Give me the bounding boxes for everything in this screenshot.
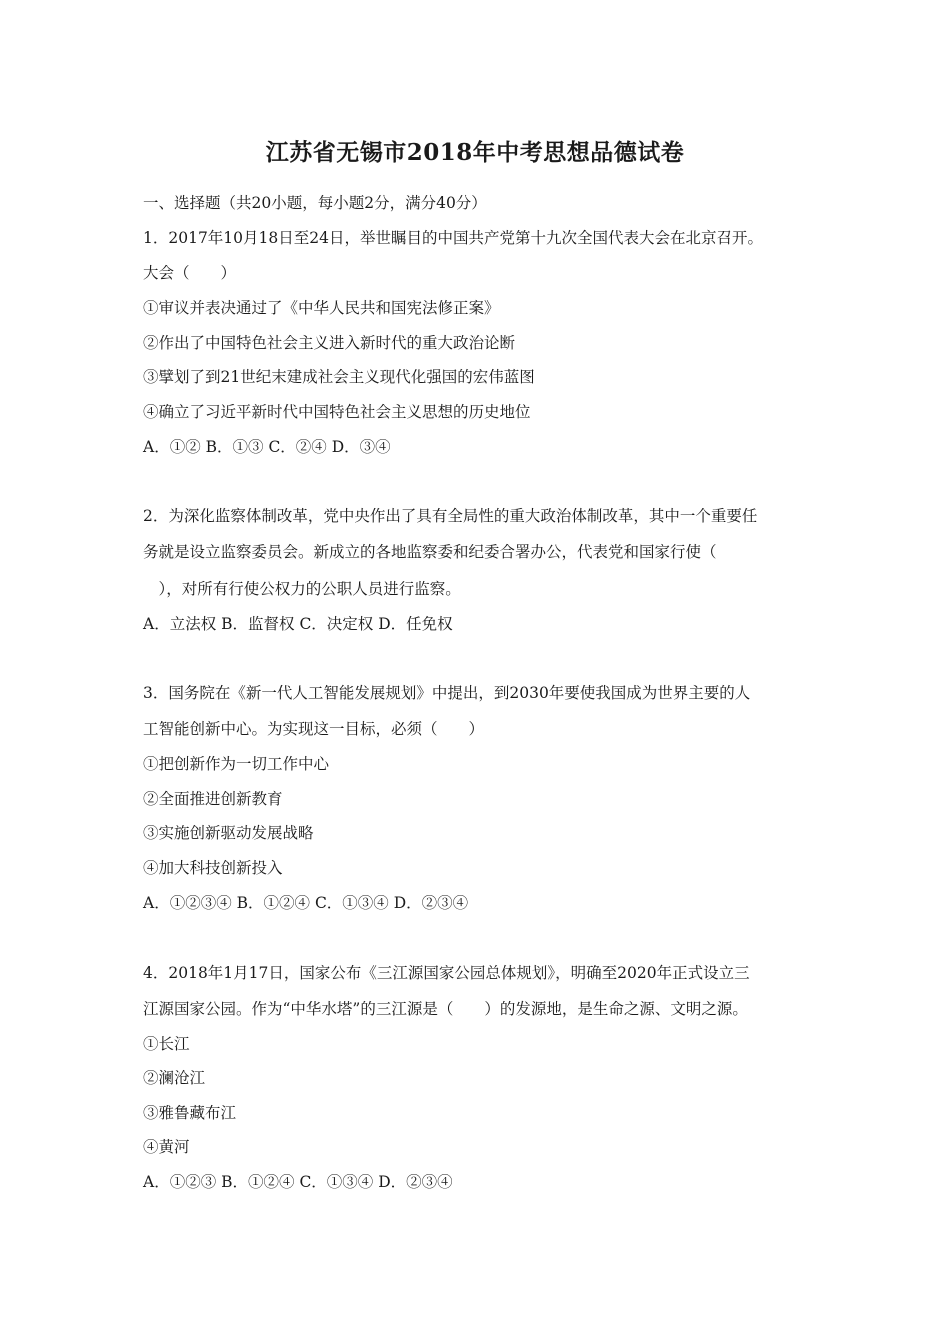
q3-item-1: ①把创新作为一切工作中心 <box>143 755 330 773</box>
q1-item-3: ③擘划了到21世纪末建成社会主义现代化强国的宏伟蓝图 <box>143 368 535 386</box>
q4-stem-line-2: 江源国家公园。作为“中华水塔”的三江源是（ ）的发源地，是生命之源、文明之源。 <box>143 1000 748 1018</box>
q4-options: A．①②③ B．①②④ C．①③④ D．②③④ <box>143 1173 453 1191</box>
q4-item-3: ③雅鲁藏布江 <box>143 1104 237 1122</box>
section-header: 一、选择题（共20小题，每小题2分，满分40分） <box>143 194 487 212</box>
exam-title: 江苏省无锡市2018年中考思想品德试卷 <box>265 139 685 166</box>
q2-stem-line-3: ），对所有行使公权力的公职人员进行监察。 <box>143 580 461 598</box>
q1-item-1: ①审议并表决通过了《中华人民共和国宪法修正案》 <box>143 299 500 317</box>
q1-item-2: ②作出了中国特色社会主义进入新时代的重大政治论断 <box>143 334 516 352</box>
q1-stem-line-2: 大会（ ） <box>143 264 237 282</box>
q3-options: A．①②③④ B．①②④ C．①③④ D．②③④ <box>143 894 469 912</box>
q1-stem-line-1: 1．2017年10月18日至24日，举世瞩目的中国共产党第十九次全国代表大会在北京召开。 <box>143 229 763 247</box>
q3-stem-line-2: 工智能创新中心。为实现这一目标，必须（ ） <box>143 720 485 738</box>
q3-item-3: ③实施创新驱动发展战略 <box>143 824 314 842</box>
q1-options: A．①② B．①③ C．②④ D．③④ <box>143 438 391 456</box>
q2-stem-line-2: 务就是设立监察委员会。新成立的各地监察委和纪委合署办公，代表党和国家行使（ <box>143 543 717 561</box>
q2-options: A．立法权 B．监督权 C．决定权 D．任免权 <box>143 615 453 633</box>
q2-stem-line-1: 2．为深化监察体制改革，党中央作出了具有全局性的重大政治体制改革，其中一个重要任 <box>143 507 758 525</box>
q4-item-4: ④黄河 <box>143 1138 190 1156</box>
q4-item-2: ②澜沧江 <box>143 1069 206 1087</box>
q3-item-4: ④加大科技创新投入 <box>143 859 283 877</box>
q3-item-2: ②全面推进创新教育 <box>143 790 283 808</box>
q4-stem-line-1: 4．2018年1月17日，国家公布《三江源国家公园总体规划》，明确至2020年正式设立三 <box>143 964 750 982</box>
q4-item-1: ①长江 <box>143 1035 190 1053</box>
q3-stem-line-1: 3．国务院在《新一代人工智能发展规划》中提出，到2030年要使我国成为世界主要的人 <box>143 684 751 702</box>
q1-item-4: ④确立了习近平新时代中国特色社会主义思想的历史地位 <box>143 403 531 421</box>
